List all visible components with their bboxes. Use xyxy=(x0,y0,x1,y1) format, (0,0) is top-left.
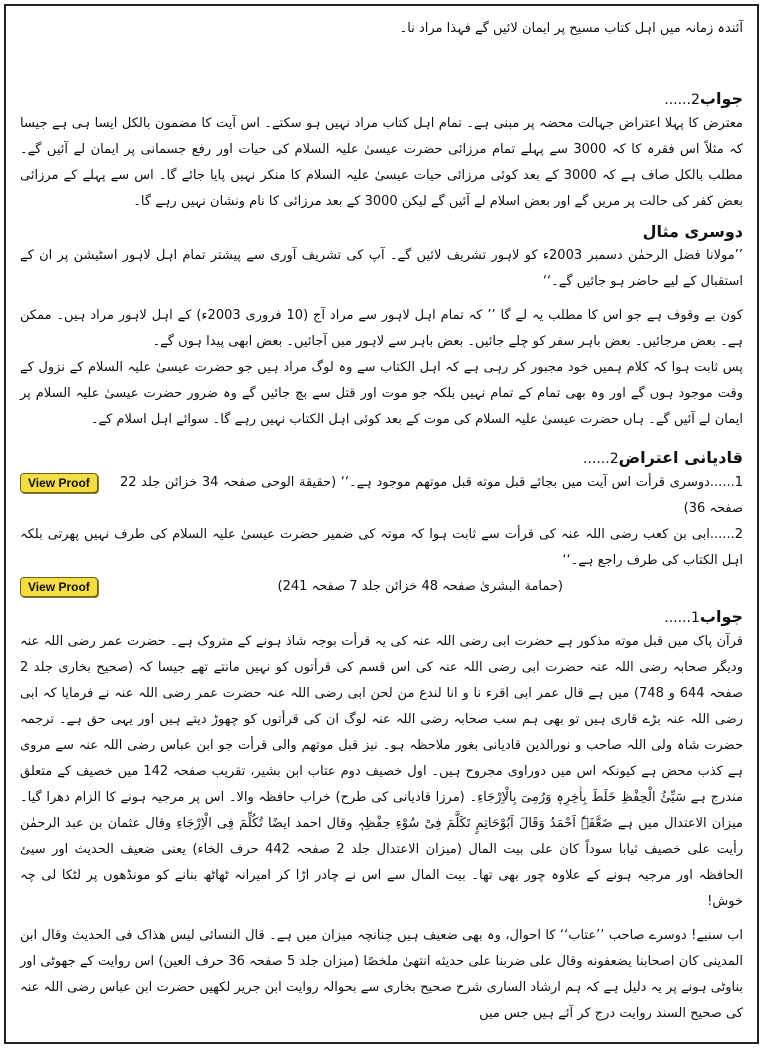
document-body xyxy=(20,16,743,1036)
objection-item-1-row xyxy=(20,470,743,522)
answer-1-heading xyxy=(20,606,743,629)
answer-2-heading xyxy=(20,88,743,111)
objection-item-1: 1......دوسری قرأت اس آیت میں بجائے قبل موته قبل موتهم موجود ہے۔‘‘ (حقیقة الوحی صفحہ 34 خزائن جلد 22 صفحہ 36) xyxy=(120,475,743,516)
qadiani-objection-heading xyxy=(20,447,743,470)
second-example-paragraph-2: پس ثابت ہوا کہ کلام ہمیں خود مجبور کر رہی ہے کہ اہل الکتاب سے وہ لوگ مراد ہیں جو حضرت عیسیٰ علیہ السلام کے نزول کے وقت موجود ہوں گے اور وہ بھی تمام کے تمام نہیں بلکہ جو موت اور قتل سے بچ جائیں گے وہ ضرور حضرت عیسیٰ علیہ السلام پر ایمان لے آئیں گے۔ ہاں حضرت عیسیٰ علیہ السلام کی موت کے بعد کوئی اہل الکتاب نہیں رہے گا۔ سوائے اہل اسلام کے۔ xyxy=(20,360,743,427)
answer-2-heading-text: جواب xyxy=(699,89,743,108)
objection-item-2-ref-row xyxy=(20,574,743,600)
qadiani-objection-heading-text: قادیانی اعتراض xyxy=(618,448,743,467)
answer-1-body: قرآن پاک میں قبل موته مذکور ہے حضرت ابی رضی اللہ عنہ کی یہ قرأت بوجہ شاذ ہونے کے متروک ہے۔ حضرت عمر رضی اللہ عنہ ودیگر صحابہ رضی اللہ عنہ حضرت ابی رضی اللہ عنہ کی اس قسم کی قرأتوں کو نہیں مانتے تھے جیسا کہ (صحیح بخاری جلد 2 صفحہ 644 و 748) میں ہے قال عمر ابی اقرء نا و انا لندع من لحن ابی رضی اللہ عنہ حضرت عمر رضی اللہ عنہ نے فرمایا کہ ابی رضی اللہ عنہ بڑے قاری ہیں تو بھی ہم سب صحابہ رضی اللہ عنہ لوگ ان کی قرأتوں کو چھوڑ دیتے ہیں اور یہی حق ہے۔ ترجمہ حضرت شاہ ولی اللہ صاحب و نورالدین قادیانی بغور ملاحظہ ہو۔ نیز قبل موتهم والی قرأت جو ابن عباس رضی اللہ عنہ سے مروی ہے کذب محض ہے کیونکہ اس میں دوراوی مجروح ہیں۔ اول خصیف دوم عتاب ابن بشیر، تقریب صفحہ 142 میں خصیف کے متعلق مندرج ہے سَیِّئُ الْحِفْظِ خَلَطَ بِاٰخِرِہٖ وَرُمِیَ بِالْاِرْجَاءِ۔ (مرزا قادیانی کی طرح) خراب حافظہ والا۔ اس پر مرجیہ ہونے کا الزام دھرا گیا۔ میزان الاعتدال میں ہے ضَعَّفَہٗ اَحْمَدُ وَقَالَ اَبُوْحَاتِمٍ تَکَلَّمَ فِیْ سُوْءِ حِفْظِہٖ وقال احمد ایضًا تُکُلِّمَ فِی الْاِرْجَاءِ وقال عثمان بن عبد الرحمٰن رأیت علی خصیف ثیابا سوداً کان علی بیت المال (میزان الاعتدال جلد 2 صفحہ 442 حرف الخاء) یعنی ضعیف الحدیث اور سیئ الحافظہ اور مرجیہ ہونے کے علاوہ چور بھی تھا۔ بیت المال سے اس نے چادر اڑا کر امیرانہ ٹھاٹھ بنانے کو مونڈھوں پر لٹکا لی چہ خوش! xyxy=(20,634,744,909)
second-example-paragraph-1: کون بے وقوف ہے جو اس کا مطلب یہ لے گا ’’ کہ تمام اہل لاہور سے مراد آج (10 فروری 2003ء) کے اہل لاہور مراد ہیں۔ ممکن ہے۔ بعض مرجائیں۔ بعض باہر سفر کو چلے جائیں۔ بعض باہر سے لاہور میں آجائیں۔ بعض ابھی پیدا ہوں گے۔ xyxy=(20,308,743,349)
view-proof-button-1[interactable]: View Proof xyxy=(20,473,98,493)
page-frame xyxy=(4,4,759,1044)
answer-1-heading-text: جواب xyxy=(699,607,743,626)
intro-line: آئندہ زمانہ میں اہل کتاب مسیح پر ایمان لائیں گے فہذا مراد نا۔ xyxy=(399,21,743,36)
view-proof-button-2[interactable]: View Proof xyxy=(20,577,98,597)
answer-2-body: معترض کا پہلا اعتراض جہالت محضہ پر مبنی ہے۔ تمام اہل کتاب مراد نہیں ہو سکتے۔ اس آیت کا مضمون بالکل ایسا ہی ہے جیسا کہ مثلاً اس فقرہ کا کہ 3000 سے پہلے تمام مرزائی حضرت عیسیٰ علیہ السلام کی حیات اور رفع جسمانی پر ایمان لے آئیں گے۔ مطلب بالکل صاف ہے کہ 3000 کے بعد کوئی مرزائی حیات عیسیٰ علیہ السلام کا منکر نہیں پایا جائے گا۔ اس سے پہلے کے مرزائی بعض کفر کی حالت پر مریں گے اور بعض اسلام لے آئیں گے لیکن 3000 کے بعد مرزائی کا نام ونشان نہیں رہے گا۔ xyxy=(20,116,743,209)
objection-item-2-reference: (حمامة البشریٰ صفحہ 48 خزائن جلد 7 صفحہ 241) xyxy=(277,579,563,594)
answer-1-paragraph-2: اب سنیے! دوسرے صاحب ’’عتاب‘‘ کا احوال، وہ بھی ضعیف ہیں چنانچہ میزان میں ہے۔ قال النسائی لیس هذاک فی الحدیث وقال ابن المدینی کان اصحابنا یضعفونه وقال علی ضربنا علی حدیثه انتهیٰ ملخصًا (میزان جلد 5 صفحہ 36 حرف العین) اس روایت کے جھوٹی اور بناوٹی ہونے پر یہ دلیل ہے کہ ہم ارشاد الساری شرح صحیح بخاری سے بحوالہ روایت ابن جریر لکھیں حضرت ابن عباس رضی اللہ عنہ کی صحیح السند روایت درج کر آئے ہیں جس میں xyxy=(20,928,743,1021)
answer-2-heading-number: 2...... xyxy=(664,92,700,108)
second-example-heading: دوسری مثال xyxy=(642,222,743,241)
objection-item-2: 2......ابی بن کعب رضی اللہ عنہ کی قرأت سے ثابت ہوا کہ موتہ کی ضمیر حضرت عیسیٰ علیہ السلام کی طرف نہیں پھرتی بلکہ اہل الکتاب کی طرف راجع ہے۔‘‘ xyxy=(20,527,743,568)
answer-1-heading-number: 1...... xyxy=(664,610,700,626)
second-example-quote: ’’مولانا فضل الرحمٰن دسمبر 2003ء کو لاہور تشریف لائیں گے۔ آپ کی تشریف آوری سے پیشتر تمام اہل لاہور اسٹیشن پر ان کے استقبال کے لیے حاضر ہو جائیں گے۔‘‘ xyxy=(20,248,743,289)
qadiani-objection-heading-number: 2...... xyxy=(582,451,619,467)
